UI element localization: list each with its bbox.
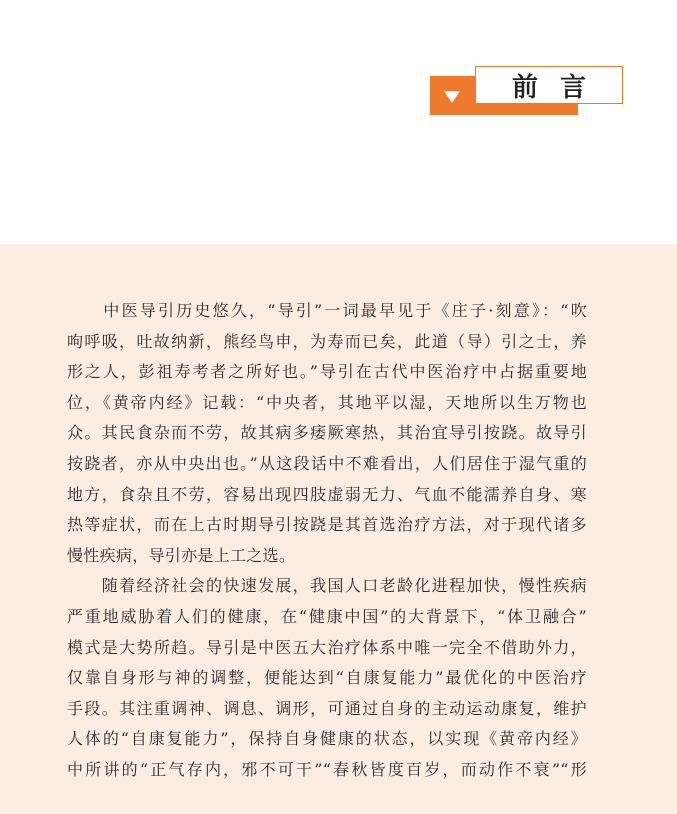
heading-box bbox=[475, 66, 623, 104]
text-line: 严重地威胁着人们的健康，在“健康中国”的大背景下，“体卫融合” bbox=[67, 606, 587, 626]
text-line: 热等症状，而在上古时期导引按跷是其首选治疗方法，对于现代诸多 bbox=[67, 515, 587, 535]
text-line: 形之人，彭祖寿考者之所好也。”导引在古代中医治疗中占据重要地 bbox=[67, 362, 587, 382]
text-line: 位，《黄帝内经》记载：“中央者，其地平以湿，天地所以生万物也 bbox=[67, 392, 587, 412]
text-line: 慢性疾病，导引亦是上工之选。 bbox=[67, 545, 296, 565]
text-line: 众。其民食杂而不劳，故其病多痿厥寒热，其治宜导引按跷。故导引 bbox=[67, 423, 587, 443]
text-line: 地方，食杂且不劳，容易出现四肢虚弱无力、气血不能濡养自身、寒 bbox=[67, 484, 587, 504]
text-line: 中所讲的“正气存内，邪不可干”“春秋皆度百岁，而动作不衰”“形 bbox=[67, 759, 587, 779]
text-line: 呴呼吸，吐故纳新，熊经鸟申，为寿而已矣，此道（导）引之士，养 bbox=[67, 331, 587, 351]
text-line: 中医导引历史悠久，“导引”一词最早见于《庄子·刻意》：“吹 bbox=[67, 301, 587, 320]
triangle-down-icon bbox=[444, 91, 460, 103]
text-line: 手段。其注重调神、调息、调形，可通过自身的主动运动康复，维护 bbox=[67, 698, 587, 718]
text-line: 模式是大势所趋。导引是中医五大治疗体系中唯一完全不借助外力， bbox=[67, 637, 587, 657]
page-title: 前言 bbox=[511, 72, 608, 103]
text-line: 按跷者，亦从中央出也。”从这段话中不难看出，人们居住于湿气重的 bbox=[67, 453, 587, 473]
text-line: 人体的“自康复能力”，保持自身健康的状态，以实现《黄帝内经》 bbox=[67, 729, 587, 749]
page-header-area bbox=[0, 0, 677, 244]
text-line: 随着经济社会的快速发展，我国人口老龄化进程加快，慢性疾病 bbox=[67, 576, 587, 596]
body-text bbox=[67, 296, 587, 786]
text-line: 仅靠自身形与神的调整，便能达到“自康复能力”最优化的中医治疗 bbox=[67, 668, 587, 688]
